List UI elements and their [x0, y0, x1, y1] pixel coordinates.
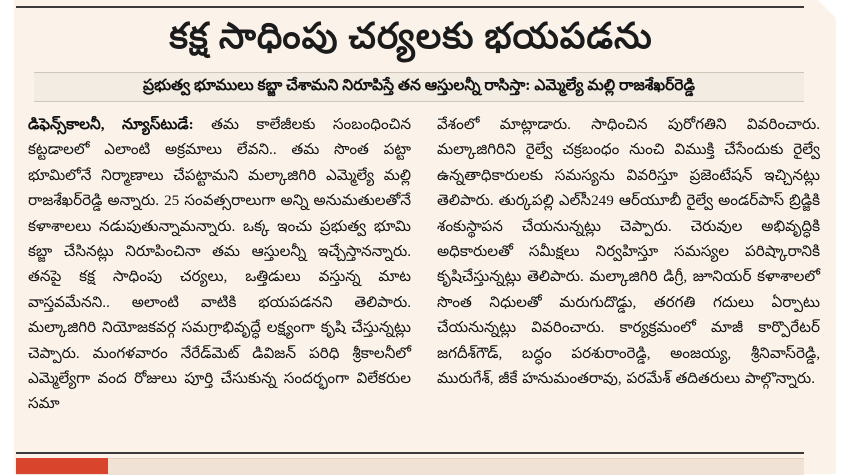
bottom-color-block	[16, 458, 108, 474]
page-title: కక్ష సాధింపు చర్యలకు భయపడను	[169, 16, 653, 56]
column-divider	[423, 112, 424, 438]
scan-right-margin	[836, 0, 852, 474]
scan-left-margin	[0, 0, 14, 474]
dateline: డిఫెన్స్‌కాలనీ, న్యూస్‌టుడే:	[28, 116, 194, 133]
top-rule	[16, 6, 804, 8]
bottom-strip	[16, 458, 804, 475]
bottom-rule	[16, 452, 804, 454]
article-column-left	[28, 112, 411, 442]
article-body-right: వేశంలో మాట్లాడారు. సాధించిన పురోగతిని వివరించారు. మల్కాజిగిరిని రైల్వే చక్రబంధం నుంచి విముక్తి చేసేందుకు రైల్వే ఉన్నతాధికారులకు సమస్యను వివరిస్తూ ప్రజెంటేషన్‌ ఇచ్చినట్లు తెలిపారు. తుర్కపల్లి ఎల్‌సీ249 ఆర్‌యూబీ రైల్వే అండర్‌పాస్‌ బ్రిడ్జికి శంకుస్థాపన చేయనున్నట్లు చెప్పారు. చెరువుల అభివృద్ధికి అధికారులతో సమీక్షలు నిర్వహిస్తూ సమస్యల పరిష్కారానికి కృషిచేస్తున్నట్లు తెలిపారు. మల్కాజిగిరి డిగ్రీ, జూనియర్‌ కళాశాలలో సొంత నిధులతో మరుగుదొడ్డు, తరగతి గదులు ఏర్పాటు చేయనున్నట్లు వివరించారు. కార్యక్రమంలో మాజీ కార్పొరేటర్‌ జగదీశ్‌గౌడ్‌, బద్ధం పరశురాంరెడ్డి, అంజయ్య, శ్రీనివాస్‌రెడ్డి, మురుగేశ్‌, జీకే హనుమంతరావు, పరమేశ్‌ తదితరులు పాల్గొన్నారు.	[437, 116, 820, 388]
article-columns	[28, 112, 820, 442]
subheadline: ప్రభుత్వ భూములు కబ్జా చేశామని నిరూపిస్తే తన ఆస్తులన్నీ రాసిస్తా: ఎమ్మెల్యే మల్లి రాజశేఖర్‌రెడ్డి	[143, 77, 695, 94]
article-column-right	[437, 112, 820, 442]
article-body-left: తమ కాలేజీలకు సంబంధించిన కట్టడాలలో ఎలాంటి అక్రమాలు లేవని.. తమ సొంత పట్టా భూమిలోనే నిర్మాణాలు చేపట్టామని మల్కాజిగిరి ఎమ్మెల్యే మల్లి రాజశేఖర్‌రెడ్డి అన్నారు. 25 సంవత్సరాలుగా అన్ని అనుమతులతోనే కళాశాలలు నడుపుతున్నామన్నారు. ఒక్క ఇంచు ప్రభుత్వ భూమి కబ్జా చేసినట్లు నిరూపించినా తమ ఆస్తులన్నీ ఇచ్చేస్తానన్నారు. తనపై కక్ష సాధింపు చర్యలు, ఒత్తిడులు వస్తున్న మాట వాస్తవమేనని.. అలాంటి వాటికి భయపడనని తెలిపారు. మల్కాజిగిరి నియోజకవర్గ సమగ్రాభివృద్ధే లక్ష్యంగా కృషి చేస్తున్నట్లు చెప్పారు. మంగళవారం నేరేడ్‌మెట్‌ డివిజన్‌ పరిధి శ్రీకాలనీలో ఎమ్మెల్యేగా వంద రోజులు పూర్తి చేసుకున్న సందర్భంగా విలేకరుల సమా	[28, 116, 412, 413]
corner-fold	[818, 0, 836, 18]
